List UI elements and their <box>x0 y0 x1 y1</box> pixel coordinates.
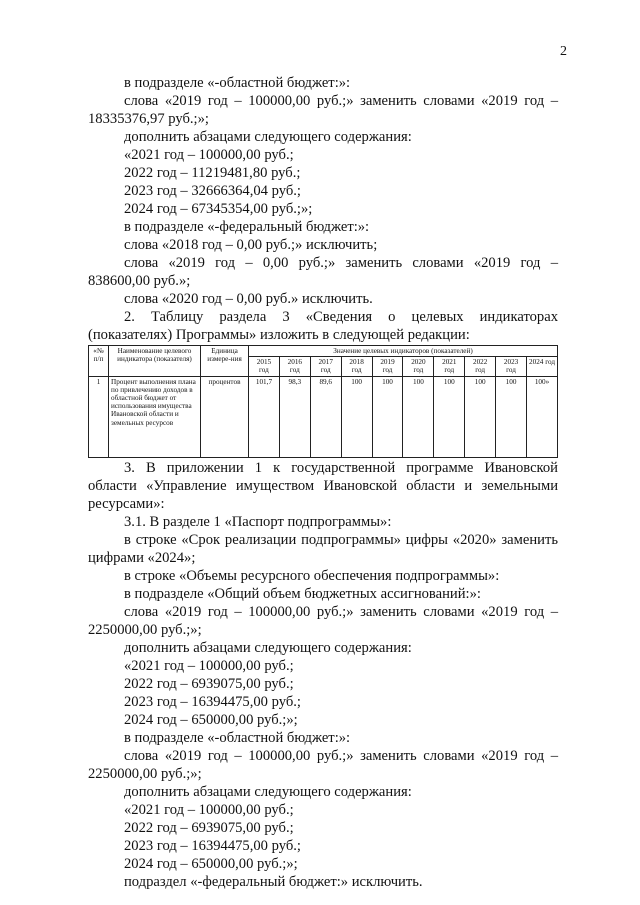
paragraph: 2023 год – 16394475,00 руб.; <box>124 693 301 710</box>
paragraph: в строке «Объемы ресурсного обеспечения подпрограммы»: <box>124 567 500 584</box>
paragraph: слова «2020 год – 0,00 руб.» исключить. <box>124 291 373 307</box>
paragraph: 18335376,97 руб.;»; <box>88 111 209 127</box>
cell-name: Процент выполнения плана по привлечению доходов в областной бюджет от использования имущества Ивановской области и земельных ресурсов <box>109 376 201 457</box>
cell-value: 100 <box>341 376 372 457</box>
cell-value: 100» <box>527 376 558 457</box>
paragraph: 2022 год – 6939075,00 руб.; <box>124 675 294 692</box>
paragraph: 2024 год – 650000,00 руб.;»; <box>124 711 298 728</box>
document-body <box>88 74 558 891</box>
header-year: 2021 год <box>434 357 465 376</box>
cell-value: 100 <box>465 376 496 457</box>
header-year: 2019 год <box>372 357 403 376</box>
indicators-table <box>88 345 558 458</box>
paragraph: 2023 год – 16394475,00 руб.; <box>124 837 301 854</box>
cell-value: 100 <box>496 376 527 457</box>
header-year: 2022 год <box>465 357 496 376</box>
header-values-group: Значение целевых индикаторов (показателей) <box>249 346 558 357</box>
cell-num: 1 <box>89 376 109 457</box>
paragraph: дополнить абзацами следующего содержания: <box>124 129 412 145</box>
paragraph: в подразделе «-федеральный бюджет:»: <box>124 219 370 235</box>
page-number: 2 <box>560 44 567 59</box>
paragraph: слова «2019 год – 100000,00 руб.;» заменить словами «2019 год – <box>124 747 558 764</box>
paragraph: в строке «Срок реализации подпрограммы» цифры «2020» заменить <box>124 531 558 548</box>
header-year: 2024 год <box>527 357 558 376</box>
header-year: 2018 год <box>341 357 372 376</box>
paragraph: 2024 год – 67345354,00 руб.;»; <box>124 201 313 217</box>
paragraph: подраздел «-федеральный бюджет:» исключить. <box>124 873 423 890</box>
paragraph: (показателях) Программы» изложить в следующей редакции: <box>88 327 470 343</box>
paragraph: слова «2019 год – 100000,00 руб.;» заменить словами «2019 год – <box>124 93 558 109</box>
header-year: 2020 год <box>403 357 434 376</box>
paragraph: 3.1. В разделе 1 «Паспорт подпрограммы»: <box>124 513 392 530</box>
paragraph: 2. Таблицу раздела 3 «Сведения о целевых индикаторах <box>124 309 558 325</box>
header-num: «№ п/п <box>89 346 109 377</box>
paragraph: слова «2018 год – 0,00 руб.;» исключить; <box>124 237 378 253</box>
paragraph: дополнить абзацами следующего содержания: <box>124 639 412 656</box>
paragraph: в подразделе «Общий объем бюджетных ассигнований:»: <box>124 585 481 602</box>
paragraph: слова «2019 год – 0,00 руб.;» заменить словами «2019 год – <box>124 255 558 271</box>
paragraph: 2023 год – 32666364,04 руб.; <box>124 183 301 199</box>
paragraph: 2250000,00 руб.;»; <box>88 765 202 782</box>
paragraph: дополнить абзацами следующего содержания: <box>124 783 412 800</box>
paragraph: 838600,00 руб.»; <box>88 273 191 289</box>
header-unit: Единица измере-ния <box>201 346 249 377</box>
cell-value: 100 <box>403 376 434 457</box>
cell-value: 100 <box>372 376 403 457</box>
header-year: 2015 год <box>249 357 280 376</box>
header-year: 2016 год <box>279 357 310 376</box>
paragraph: области «Управление имуществом Ивановской области и земельными <box>88 477 558 494</box>
paragraph: в подразделе «-областной бюджет:»: <box>124 729 351 746</box>
paragraph: слова «2019 год – 100000,00 руб.;» заменить словами «2019 год – <box>124 603 558 620</box>
paragraph: «2021 год – 100000,00 руб.; <box>124 147 294 163</box>
paragraph: в подразделе «-областной бюджет:»: <box>124 75 351 91</box>
paragraph: ресурсами»: <box>88 495 165 512</box>
paragraph: 2022 год – 11219481,80 руб.; <box>124 165 301 181</box>
paragraph: «2021 год – 100000,00 руб.; <box>124 657 294 674</box>
paragraph: 2024 год – 650000,00 руб.;»; <box>124 855 298 872</box>
cell-value: 101,7 <box>249 376 280 457</box>
cell-unit: процентов <box>201 376 249 457</box>
table-row <box>89 376 558 457</box>
paragraph: цифрами «2024»; <box>88 549 196 566</box>
header-name: Наименование целевого индикатора (показателя) <box>109 346 201 377</box>
paragraph: 3. В приложении 1 к государственной программе Ивановской <box>124 459 558 476</box>
cell-value: 98,3 <box>279 376 310 457</box>
paragraph: 2022 год – 6939075,00 руб.; <box>124 819 294 836</box>
paragraph: «2021 год – 100000,00 руб.; <box>124 801 294 818</box>
paragraph: 2250000,00 руб.;»; <box>88 621 202 638</box>
header-year: 2023 год <box>496 357 527 376</box>
cell-value: 100 <box>434 376 465 457</box>
header-year: 2017 год <box>310 357 341 376</box>
cell-value: 89,6 <box>310 376 341 457</box>
